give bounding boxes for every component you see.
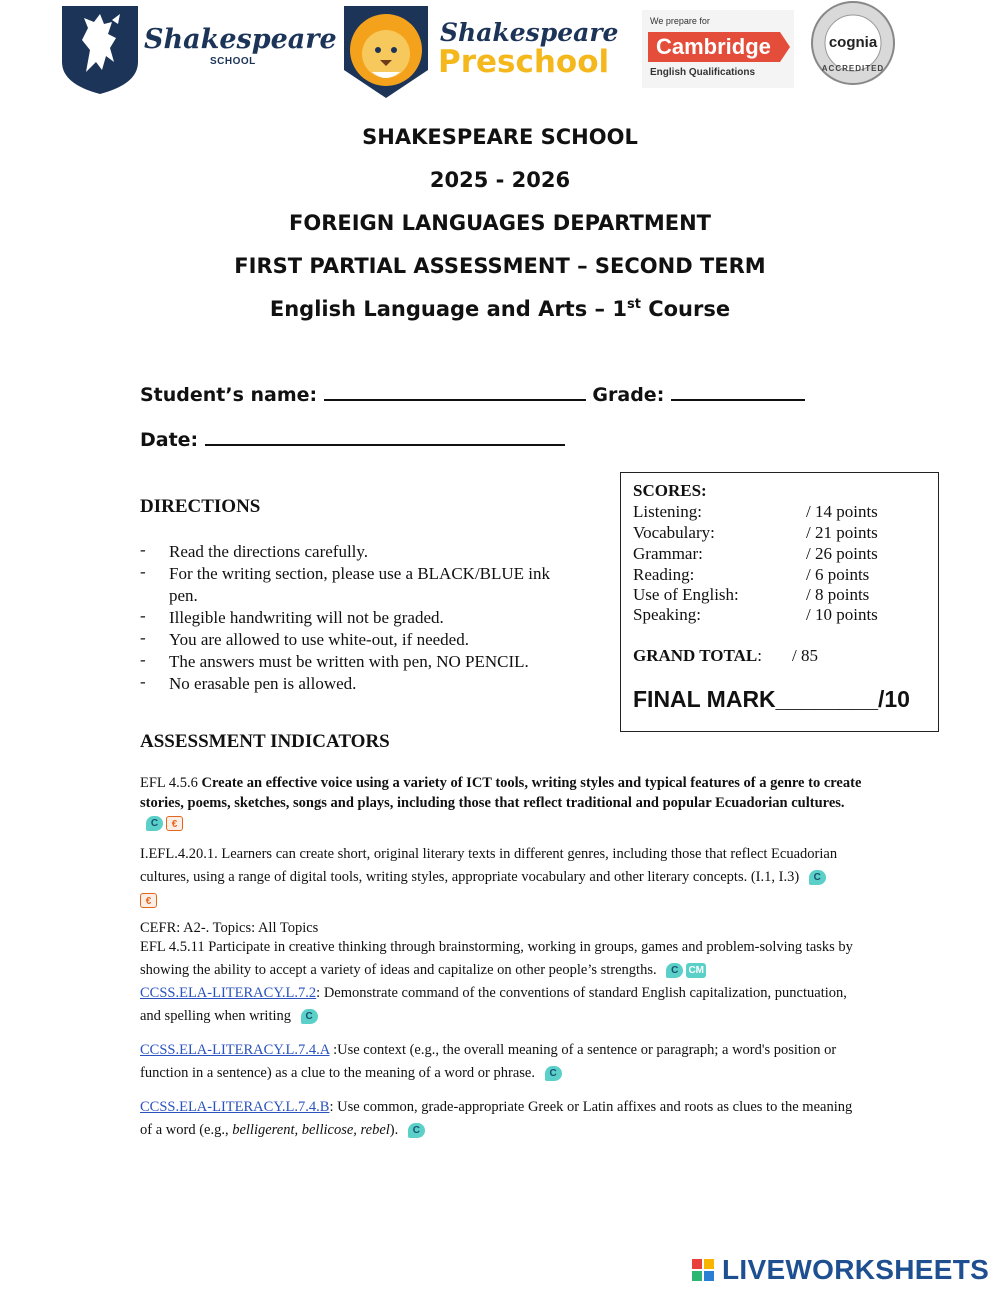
score-points: / 26 points	[806, 544, 878, 563]
score-points: / 21 points	[806, 523, 878, 542]
final-mark: FINAL MARK________/10	[633, 686, 910, 712]
direction-item: - Illegible handwriting will not be graded.	[140, 607, 570, 629]
c-badge-icon: C	[545, 1066, 562, 1081]
cambridge-arrow-icon	[780, 32, 790, 62]
efl-4-5-6-text: Create an effective voice using a variety of ICT tools, writing styles and typical features of a genre to create stories, poems, sketches, songs and plays, including those that reflect traditional and popular Ecuadorian cultures.	[140, 775, 862, 811]
ccss-l-7-4-b-end: ).	[389, 1122, 399, 1138]
c-badge-icon: C	[809, 870, 826, 885]
lion-face-icon	[342, 4, 430, 100]
school-year: 2025 - 2026	[429, 168, 571, 192]
score-points: / 8 points	[806, 585, 870, 604]
cambridge-logo	[642, 10, 794, 88]
preschool-brand-text: Shakespeare	[440, 18, 619, 47]
course-title-prefix: English Language and Arts – 1	[269, 297, 627, 321]
score-points: / 6 points	[806, 565, 870, 584]
date-label: Date:	[140, 429, 199, 451]
date-field	[140, 426, 565, 451]
cambridge-name: Cambridge	[648, 32, 780, 62]
indicator-ccss-l-7-4-a	[140, 1039, 865, 1085]
course-title-sup: st	[626, 297, 641, 312]
liveworksheets-logo[interactable]	[692, 1254, 992, 1286]
ccss-l-7-4-b-text: : Use common, grade-appropriate Greek or Latin affixes and roots as clues to the meaning of a word (e.g.,	[140, 1099, 853, 1138]
score-label: Vocabulary:	[633, 523, 715, 542]
student-name-field	[140, 381, 805, 406]
shakespeare-preschool-logo	[342, 4, 619, 100]
ccss-l-7-4-b-link[interactable]: CCSS.ELA-LITERACY.L.7.4.B	[140, 1099, 330, 1115]
c-badge-icon: C	[301, 1009, 318, 1024]
indicator-efl-4-5-11	[140, 936, 865, 982]
grand-total-value: / 85	[791, 646, 818, 665]
score-points: / 14 points	[806, 502, 878, 521]
direction-item: - For the writing section, please use a BLACK/BLUE ink pen.	[140, 563, 570, 607]
score-row-listening	[633, 502, 933, 523]
assessment-title: FIRST PARTIAL ASSESSMENT – SECOND TERM	[234, 254, 766, 278]
scores-title: SCORES:	[633, 481, 707, 500]
lion-shield-icon	[60, 4, 140, 96]
liveworksheets-text: LIVEWORKSHEETS	[722, 1254, 990, 1285]
score-label: Speaking:	[633, 605, 701, 624]
cognia-text: cognia	[828, 34, 878, 51]
student-name-label: Student’s name:	[140, 384, 318, 406]
e-badge-icon: €	[140, 893, 157, 908]
school-brand-text: Shakespeare	[144, 24, 337, 55]
grand-total-label: GRAND TOTAL	[633, 646, 758, 665]
c-badge-icon: C	[408, 1123, 425, 1138]
grade-label: Grade:	[592, 384, 665, 406]
score-row-grammar	[633, 544, 933, 565]
student-name-blank[interactable]	[324, 381, 586, 401]
efl-4-5-11-text: EFL 4.5.11 Participate in creative thinking through brainstorming, working in groups, games and problem-solving tasks by showing the ability to accept a variety of ideas and capitalize on other people’s strengths.	[140, 939, 853, 978]
grand-total	[633, 646, 818, 666]
course-title	[0, 297, 1000, 321]
score-label: Use of English:	[633, 585, 739, 604]
score-label: Grammar:	[633, 544, 703, 563]
direction-item: - Read the directions carefully.	[140, 541, 570, 563]
score-row-reading	[633, 565, 933, 586]
ccss-l-7-4-b-examples: belligerent, bellicose, rebel	[232, 1122, 390, 1138]
c-badge-icon: C	[146, 816, 163, 831]
cm-badge-icon: CM	[686, 963, 706, 978]
e-badge-icon: €	[166, 816, 183, 831]
grade-blank[interactable]	[671, 381, 805, 401]
date-blank[interactable]	[205, 426, 565, 446]
indicator-cefr: CEFR: A2-. Topics: All Topics	[140, 920, 319, 936]
course-title-suffix: Course	[640, 297, 731, 321]
indicator-iefl-4-20-1	[140, 843, 865, 912]
directions-heading: DIRECTIONS	[140, 496, 261, 517]
indicator-ccss-l-7-2	[140, 982, 865, 1028]
c-badge-icon: C	[666, 963, 683, 978]
cognia-ring-text: ACCREDITED	[821, 64, 885, 73]
indicator-ccss-l-7-4-b	[140, 1096, 865, 1142]
ccss-l-7-2-link[interactable]: CCSS.ELA-LITERACY.L.7.2	[140, 985, 317, 1001]
directions-list	[140, 541, 570, 695]
direction-item: - The answers must be written with pen, NO PENCIL.	[140, 651, 570, 673]
preschool-sub-text: Preschool	[438, 44, 610, 80]
score-row-speaking	[633, 605, 933, 626]
ccss-l-7-4-a-text: :Use context (e.g., the overall meaning of a sentence or paragraph; a word's position or function in a sentence) as a clue to the meaning of a word or phrase.	[140, 1042, 837, 1081]
cambridge-top-text: We prepare for	[650, 16, 710, 26]
score-label: Listening:	[633, 502, 702, 521]
ccss-l-7-4-a-link[interactable]: CCSS.ELA-LITERACY.L.7.4.A	[140, 1042, 330, 1058]
score-row-vocabulary	[633, 523, 933, 544]
score-row-use-of-english	[633, 585, 933, 606]
indicators-heading: ASSESSMENT INDICATORS	[140, 731, 390, 752]
iefl-text: I.EFL.4.20.1. Learners can create short, original literary texts in different genres, including those that reflect Ecuadorian cultures, using a range of digital tools, writing styles, appropriate vocabulary and other literary concepts. (I.1, I.3)	[140, 846, 838, 885]
direction-item: - No erasable pen is allowed.	[140, 673, 570, 695]
cambridge-bottom-text: English Qualifications	[650, 67, 756, 78]
score-label: Reading:	[633, 565, 695, 584]
scores-box	[620, 472, 939, 732]
school-title: SHAKESPEARE SCHOOL	[362, 125, 638, 149]
direction-item: - You are allowed to use white-out, if needed.	[140, 629, 570, 651]
score-points: / 10 points	[806, 605, 878, 624]
school-sub-text: SCHOOL	[210, 56, 256, 67]
department-title: FOREIGN LANGUAGES DEPARTMENT	[289, 211, 711, 235]
cognia-seal	[810, 0, 896, 86]
grand-total-colon: :	[757, 646, 762, 665]
efl-4-5-6-code: EFL 4.5.6	[140, 775, 202, 791]
ccss-l-7-2-text: : Demonstrate command of the conventions of standard English capitalization, punctuation, and spelling when writing	[140, 985, 847, 1024]
indicator-efl-4-5-6	[140, 773, 865, 833]
shakespeare-school-logo	[60, 4, 337, 96]
liveworksheets-blocks-icon	[692, 1259, 716, 1283]
